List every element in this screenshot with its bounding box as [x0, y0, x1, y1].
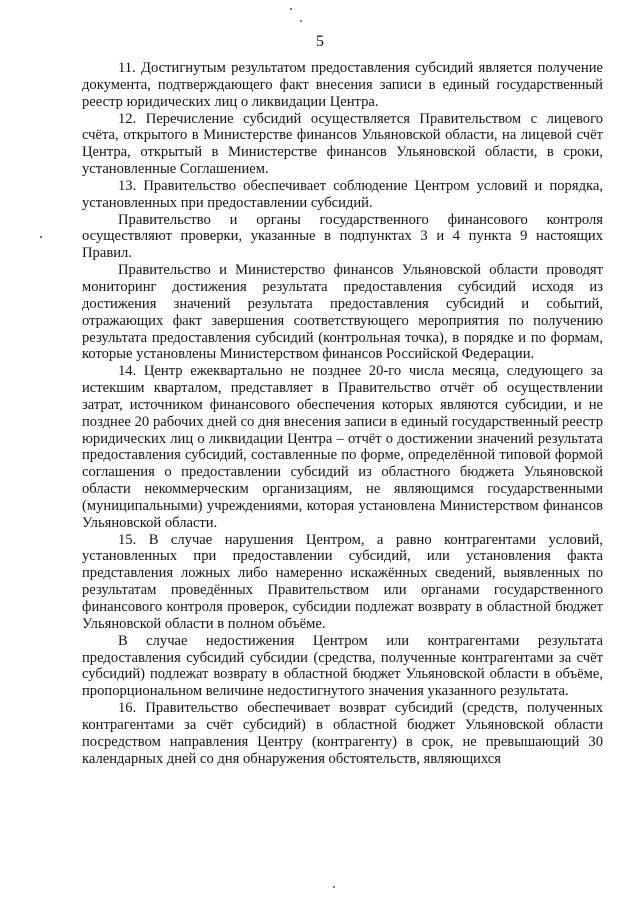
page-number: 5	[316, 33, 324, 50]
paragraph-13-audits: Правительство и органы государственного финансового контроля осуществляют проверки, указанные в подпунктах 3 и 4 пункта 9 настоящих Правил.	[82, 211, 603, 262]
scan-speck	[290, 8, 292, 10]
paragraph-16: 16. Правительство обеспечивает возврат субсидий (средств, полученных контрагентами за счёт субсидий) в областной бюджет Ульяновской области посредством направления Центру (контрагенту) в срок, не превышающий 30 календарных дней со дня обнаружения обстоятельств, являющихся	[82, 700, 603, 767]
paragraph-11: 11. Достигнутым результатом предоставления субсидий является получение документа, подтверждающего факт внесения записи в единый государственный реестр юридических лиц о ликвидации Центра.	[82, 60, 603, 110]
paragraph-13-monitoring: Правительство и Министерство финансов Ульяновской области проводят мониторинг достижения результата предоставления субсидий исходя из достижения значений результата предоставления субсидий и событий, отражающих факт завершения соответствующего мероприятия по получению результата предоставления субсидий (контрольная точка), в порядке и по формам, которые установлены Министерством финансов Российской Федерации.	[82, 262, 603, 363]
paragraph-12: 12. Перечисление субсидий осуществляется Правительством с лицевого счёта, открытого в Министерстве финансов Ульяновской области, на лицевой счёт Центра, открытый в Министерстве финансов Ульяновской области, в сроки, установленные Соглашением.	[82, 110, 603, 178]
paragraph-15: 15. В случае нарушения Центром, а равно контрагентами условий, установленных при предоставлении субсидий, или установления факта представления ложных либо намеренно искажённых сведений, выявленных по результатам проведённых Правительством или органами государственного финансового контроля проверок, субсидии подлежат возврату в областной бюджет Ульяновской области в полном объёме.	[82, 531, 603, 632]
scan-speck	[40, 236, 42, 238]
paragraph-13: 13. Правительство обеспечивает соблюдение Центром условий и порядка, установленных при предоставлении субсидий.	[82, 177, 603, 211]
paragraph-15-shortfall: В случае недостижения Центром или контрагентами результата предоставления субсидий субсидии (средства, полученные контрагентами за счёт субсидий) подлежат возврату в областной бюджет Ульяновской области в объёме, пропорциональном величине недостигнутого значения указанного результата.	[82, 632, 603, 700]
document-body	[82, 60, 603, 767]
scan-speck	[333, 886, 335, 888]
paragraph-14: 14. Центр ежеквартально не позднее 20-го числа месяца, следующего за истекшим кварталом, представляет в Правительство отчёт об осуществлении затрат, источником финансового обеспечения которых являются субсидии, и не позднее 20 рабочих дней со дня внесения записи в единый государственный реестр юридических лиц о ликвидации Центра – отчёт о достижении значений результата предоставления субсидий, составленные по форме, определённой типовой формой соглашения о предоставлении субсидий из областного бюджета Ульяновской области некоммерческим организациям, не являющимся государственными (муниципальными) учреждениями, которая установлена Министерством финансов Ульяновской области.	[82, 363, 603, 531]
scan-speck	[300, 20, 302, 22]
